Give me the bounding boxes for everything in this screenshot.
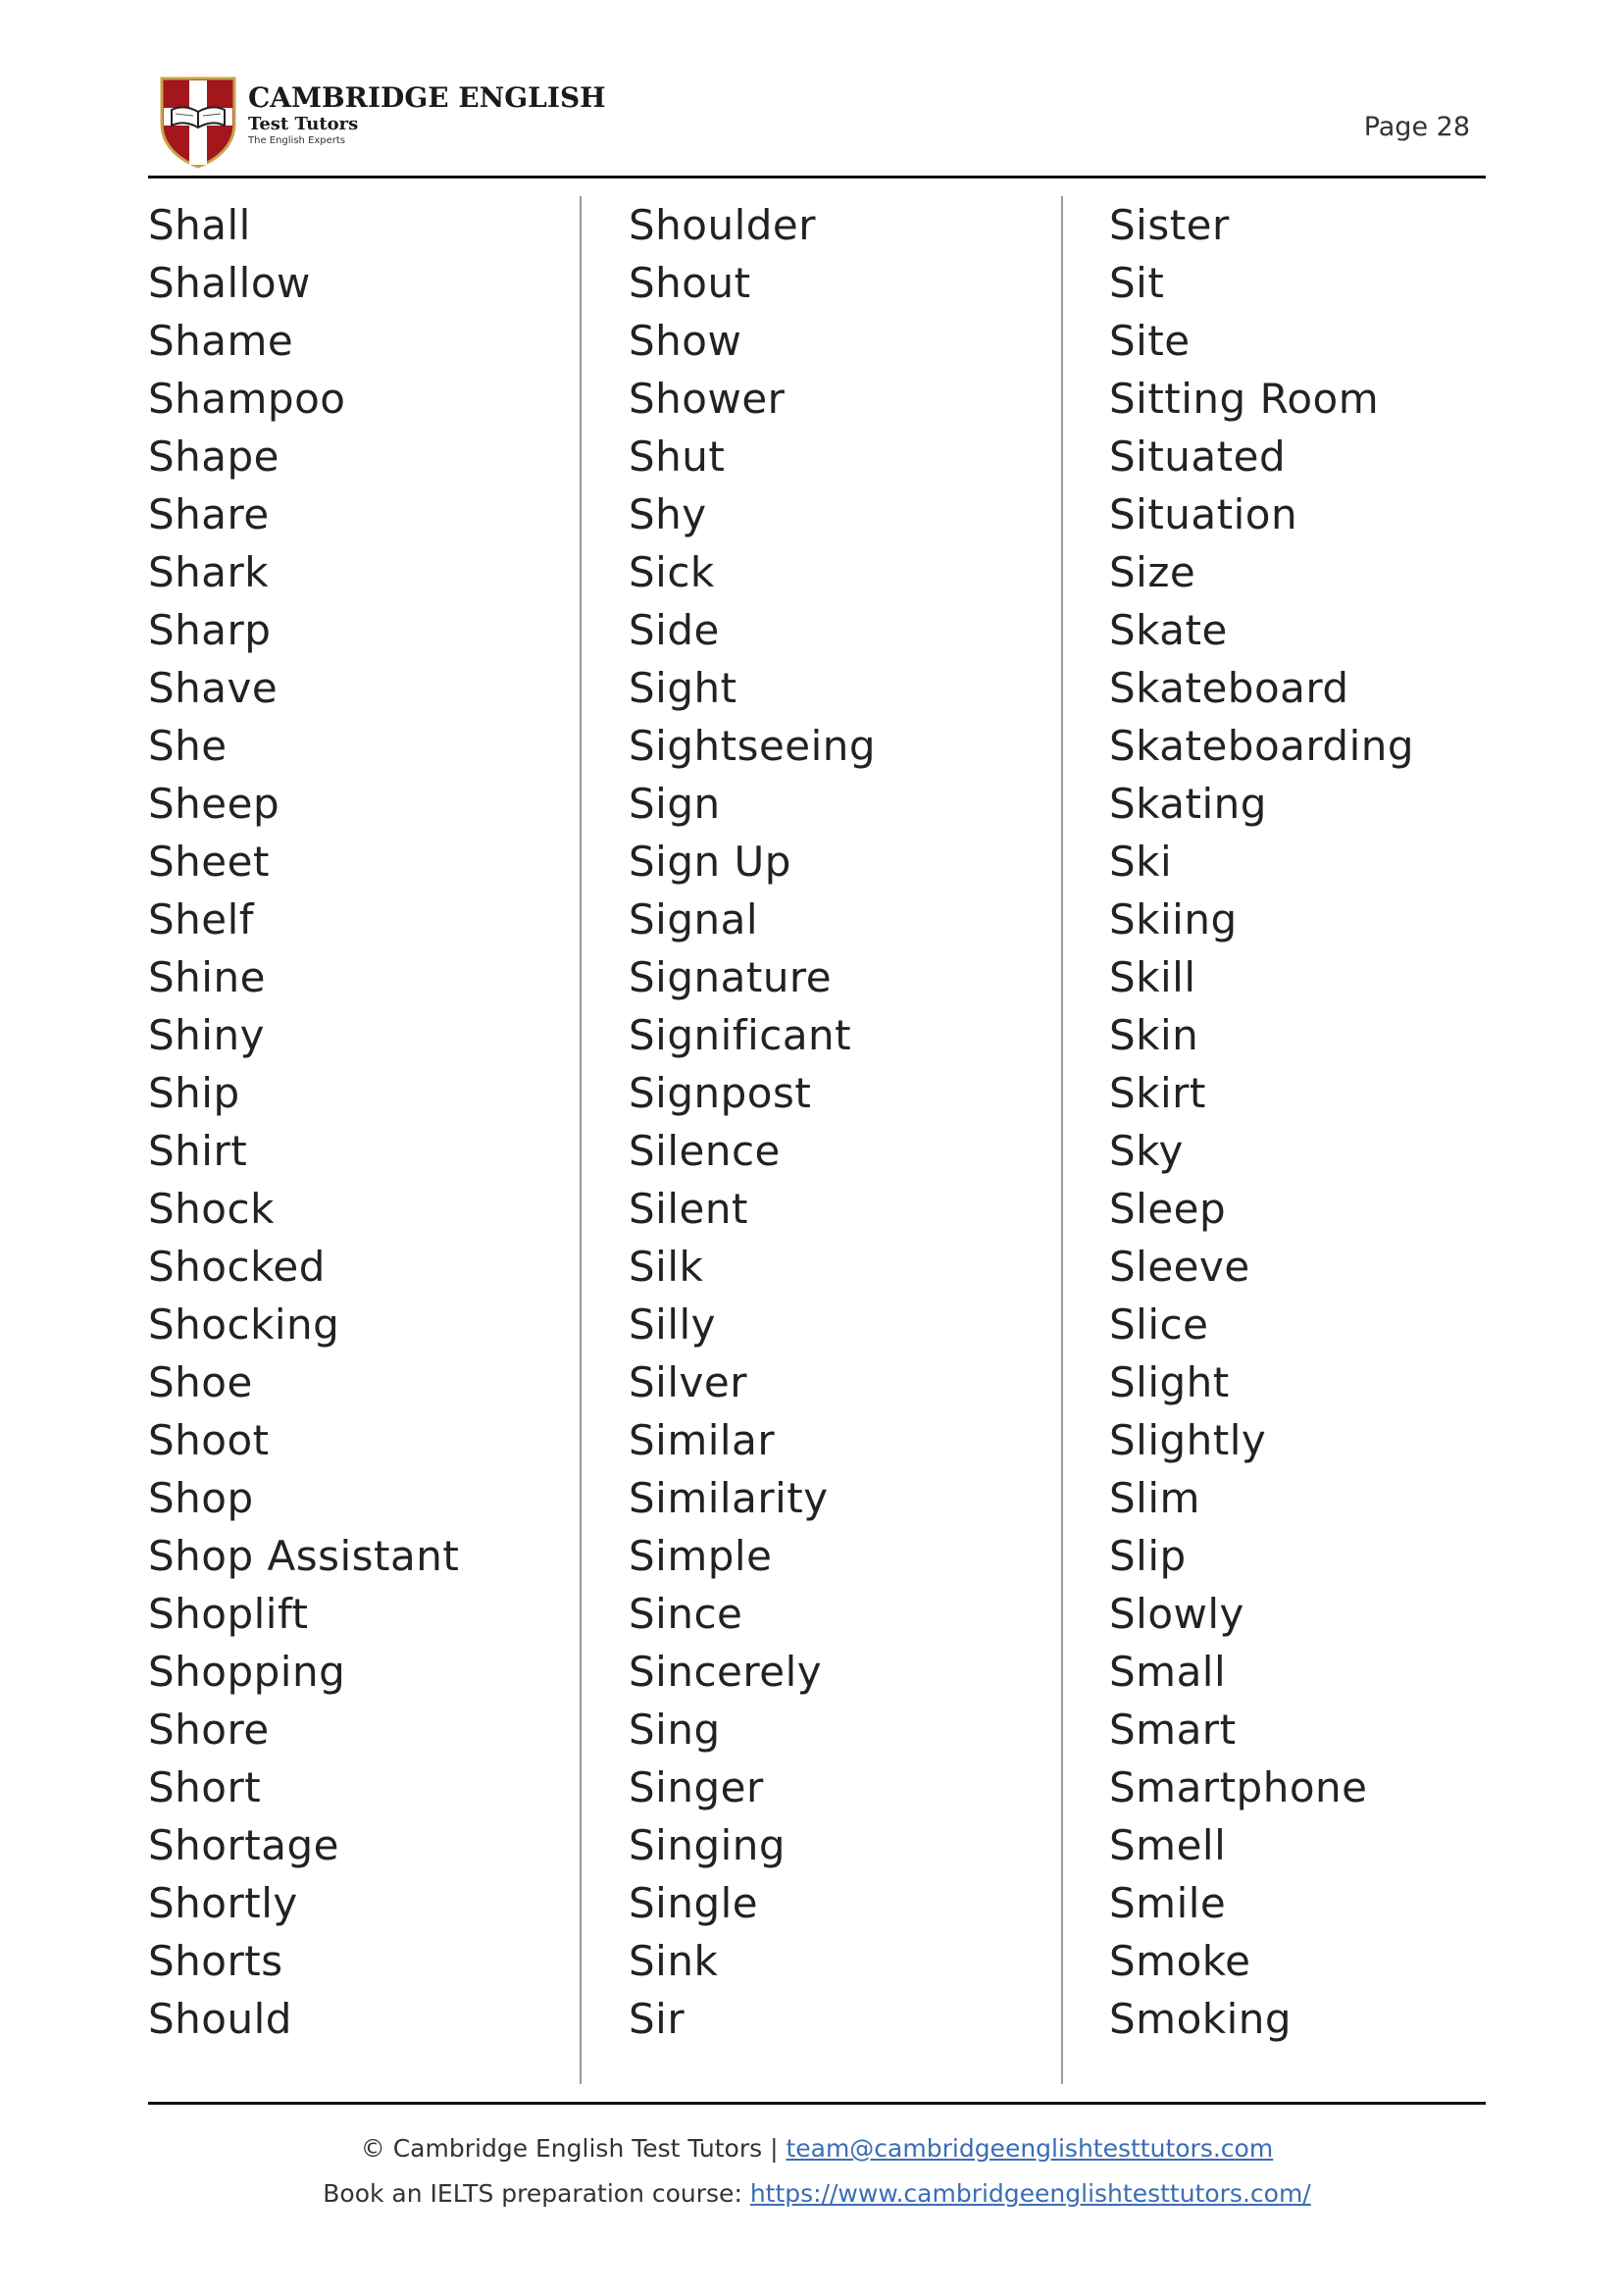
word-item: Slightly (1109, 1416, 1267, 1464)
word-item: Should (148, 1995, 292, 2043)
word-item: Silver (629, 1358, 747, 1406)
word-item: Smart (1109, 1706, 1237, 1754)
word-item: Shoulder (629, 201, 817, 249)
word-item: Silent (629, 1185, 748, 1233)
word-item: Size (1109, 548, 1196, 596)
word-item: Sister (1109, 201, 1230, 249)
word-item: Singer (629, 1763, 764, 1811)
word-item: Sick (629, 548, 715, 596)
word-item: Silly (629, 1300, 717, 1349)
word-item: Shelf (148, 895, 255, 943)
word-item: Shave (148, 664, 279, 712)
word-item: Sit (1109, 259, 1165, 307)
word-item: Shut (629, 433, 726, 481)
word-item: Shark (148, 548, 270, 596)
word-item: Shortage (148, 1821, 339, 1869)
word-item: Skateboard (1109, 664, 1349, 712)
word-item: Sheep (148, 780, 280, 828)
word-item: Sincerely (629, 1648, 823, 1696)
word-item: Shop Assistant (148, 1532, 460, 1580)
header-divider (148, 176, 1486, 178)
logo-brand: CAMBRIDGE ENGLISH (248, 81, 606, 114)
word-item: Shallow (148, 259, 311, 307)
column-divider (580, 196, 582, 2084)
word-item: Signal (629, 895, 759, 943)
word-item: Sitting Room (1109, 375, 1380, 423)
word-item: Sink (629, 1937, 719, 1985)
column-divider (1061, 196, 1063, 2084)
word-item: Since (629, 1590, 743, 1638)
word-item: Sing (629, 1706, 721, 1754)
word-list-3 (1109, 196, 1486, 2048)
word-column-1 (148, 196, 580, 2084)
word-item: Situation (1109, 490, 1298, 538)
word-item: Skin (1109, 1011, 1199, 1059)
website-link[interactable]: https://www.cambridgeenglishtesttutors.com/ (749, 2179, 1311, 2208)
word-item: Slip (1109, 1532, 1187, 1580)
word-item: Shorts (148, 1937, 283, 1985)
word-item: Small (1109, 1648, 1227, 1696)
logo-text (248, 81, 606, 146)
word-item: Share (148, 490, 270, 538)
word-item: Shore (148, 1706, 270, 1754)
footer-course-text: Book an IELTS preparation course: (323, 2179, 750, 2208)
word-list-1 (148, 196, 580, 2048)
shield-with-open-book-icon (158, 75, 238, 169)
word-item: Shocking (148, 1300, 340, 1349)
word-item: Shout (629, 259, 751, 307)
page-footer (148, 2126, 1486, 2217)
word-item: Slim (1109, 1474, 1200, 1522)
word-item: Significant (629, 1011, 852, 1059)
word-item: Sign (629, 780, 721, 828)
word-item: Shock (148, 1185, 275, 1233)
word-item: Shape (148, 433, 280, 481)
word-item: Smoke (1109, 1937, 1251, 1985)
page-header (148, 71, 1486, 175)
word-item: Sign Up (629, 838, 791, 886)
word-item: Shame (148, 317, 294, 365)
word-item: Ski (1109, 838, 1173, 886)
word-item: Skiing (1109, 895, 1238, 943)
footer-line-contact (148, 2126, 1486, 2171)
word-item: Shocked (148, 1243, 326, 1291)
word-item: Skateboarding (1109, 722, 1415, 770)
word-item: Skate (1109, 606, 1228, 654)
logo (158, 75, 606, 173)
word-item: Sharp (148, 606, 272, 654)
word-item: Single (629, 1879, 759, 1927)
word-item: Shower (629, 375, 786, 423)
word-list-2 (629, 196, 1060, 2048)
word-item: Shortly (148, 1879, 298, 1927)
word-item: Smell (1109, 1821, 1227, 1869)
word-item: Shoot (148, 1416, 270, 1464)
word-item: Side (629, 606, 720, 654)
word-item: Singing (629, 1821, 787, 1869)
footer-line-course (148, 2171, 1486, 2217)
word-item: Shall (148, 201, 251, 249)
word-item: Shopping (148, 1648, 346, 1696)
word-item: Smoking (1109, 1995, 1293, 2043)
word-item: Situated (1109, 433, 1287, 481)
word-item: Skating (1109, 780, 1267, 828)
word-item: Simple (629, 1532, 773, 1580)
word-item: Slight (1109, 1358, 1230, 1406)
logo-subbrand: Test Tutors (248, 114, 359, 134)
word-column-2 (629, 196, 1060, 2084)
footer-divider (148, 2102, 1486, 2105)
word-item: Slice (1109, 1300, 1209, 1349)
word-item: Slowly (1109, 1590, 1244, 1638)
word-item: Shirt (148, 1127, 248, 1175)
word-item: Shoplift (148, 1590, 309, 1638)
word-item: Sleeve (1109, 1243, 1250, 1291)
footer-copyright: © Cambridge English Test Tutors | (360, 2134, 787, 2163)
word-item: Ship (148, 1069, 240, 1117)
word-item: Similar (629, 1416, 776, 1464)
word-item: Shy (629, 490, 707, 538)
word-item: Shiny (148, 1011, 265, 1059)
word-item: Skill (1109, 953, 1196, 1001)
word-item: Sky (1109, 1127, 1184, 1175)
word-item: Shoe (148, 1358, 253, 1406)
word-column-3 (1109, 196, 1486, 2084)
word-item: Smile (1109, 1879, 1227, 1927)
word-item: Site (1109, 317, 1191, 365)
word-item: She (148, 722, 228, 770)
word-item: Sleep (1109, 1185, 1227, 1233)
word-item: Short (148, 1763, 262, 1811)
word-item: Smartphone (1109, 1763, 1368, 1811)
word-item: Signature (629, 953, 833, 1001)
word-item: Silence (629, 1127, 781, 1175)
word-item: Shampoo (148, 375, 346, 423)
word-item: Silk (629, 1243, 704, 1291)
word-item: Sight (629, 664, 737, 712)
logo-tagline: The English Experts (248, 135, 346, 146)
word-item: Sir (629, 1995, 685, 2043)
word-item: Shine (148, 953, 266, 1001)
word-item: Show (629, 317, 742, 365)
word-columns (148, 196, 1486, 2084)
page-number: Page 28 (1363, 112, 1470, 142)
word-item: Sightseeing (629, 722, 877, 770)
word-item: Shop (148, 1474, 254, 1522)
email-link[interactable]: team@cambridgeenglishtesttutors.com (786, 2134, 1274, 2163)
word-item: Sheet (148, 838, 270, 886)
word-item: Skirt (1109, 1069, 1206, 1117)
word-item: Signpost (629, 1069, 812, 1117)
word-item: Similarity (629, 1474, 829, 1522)
